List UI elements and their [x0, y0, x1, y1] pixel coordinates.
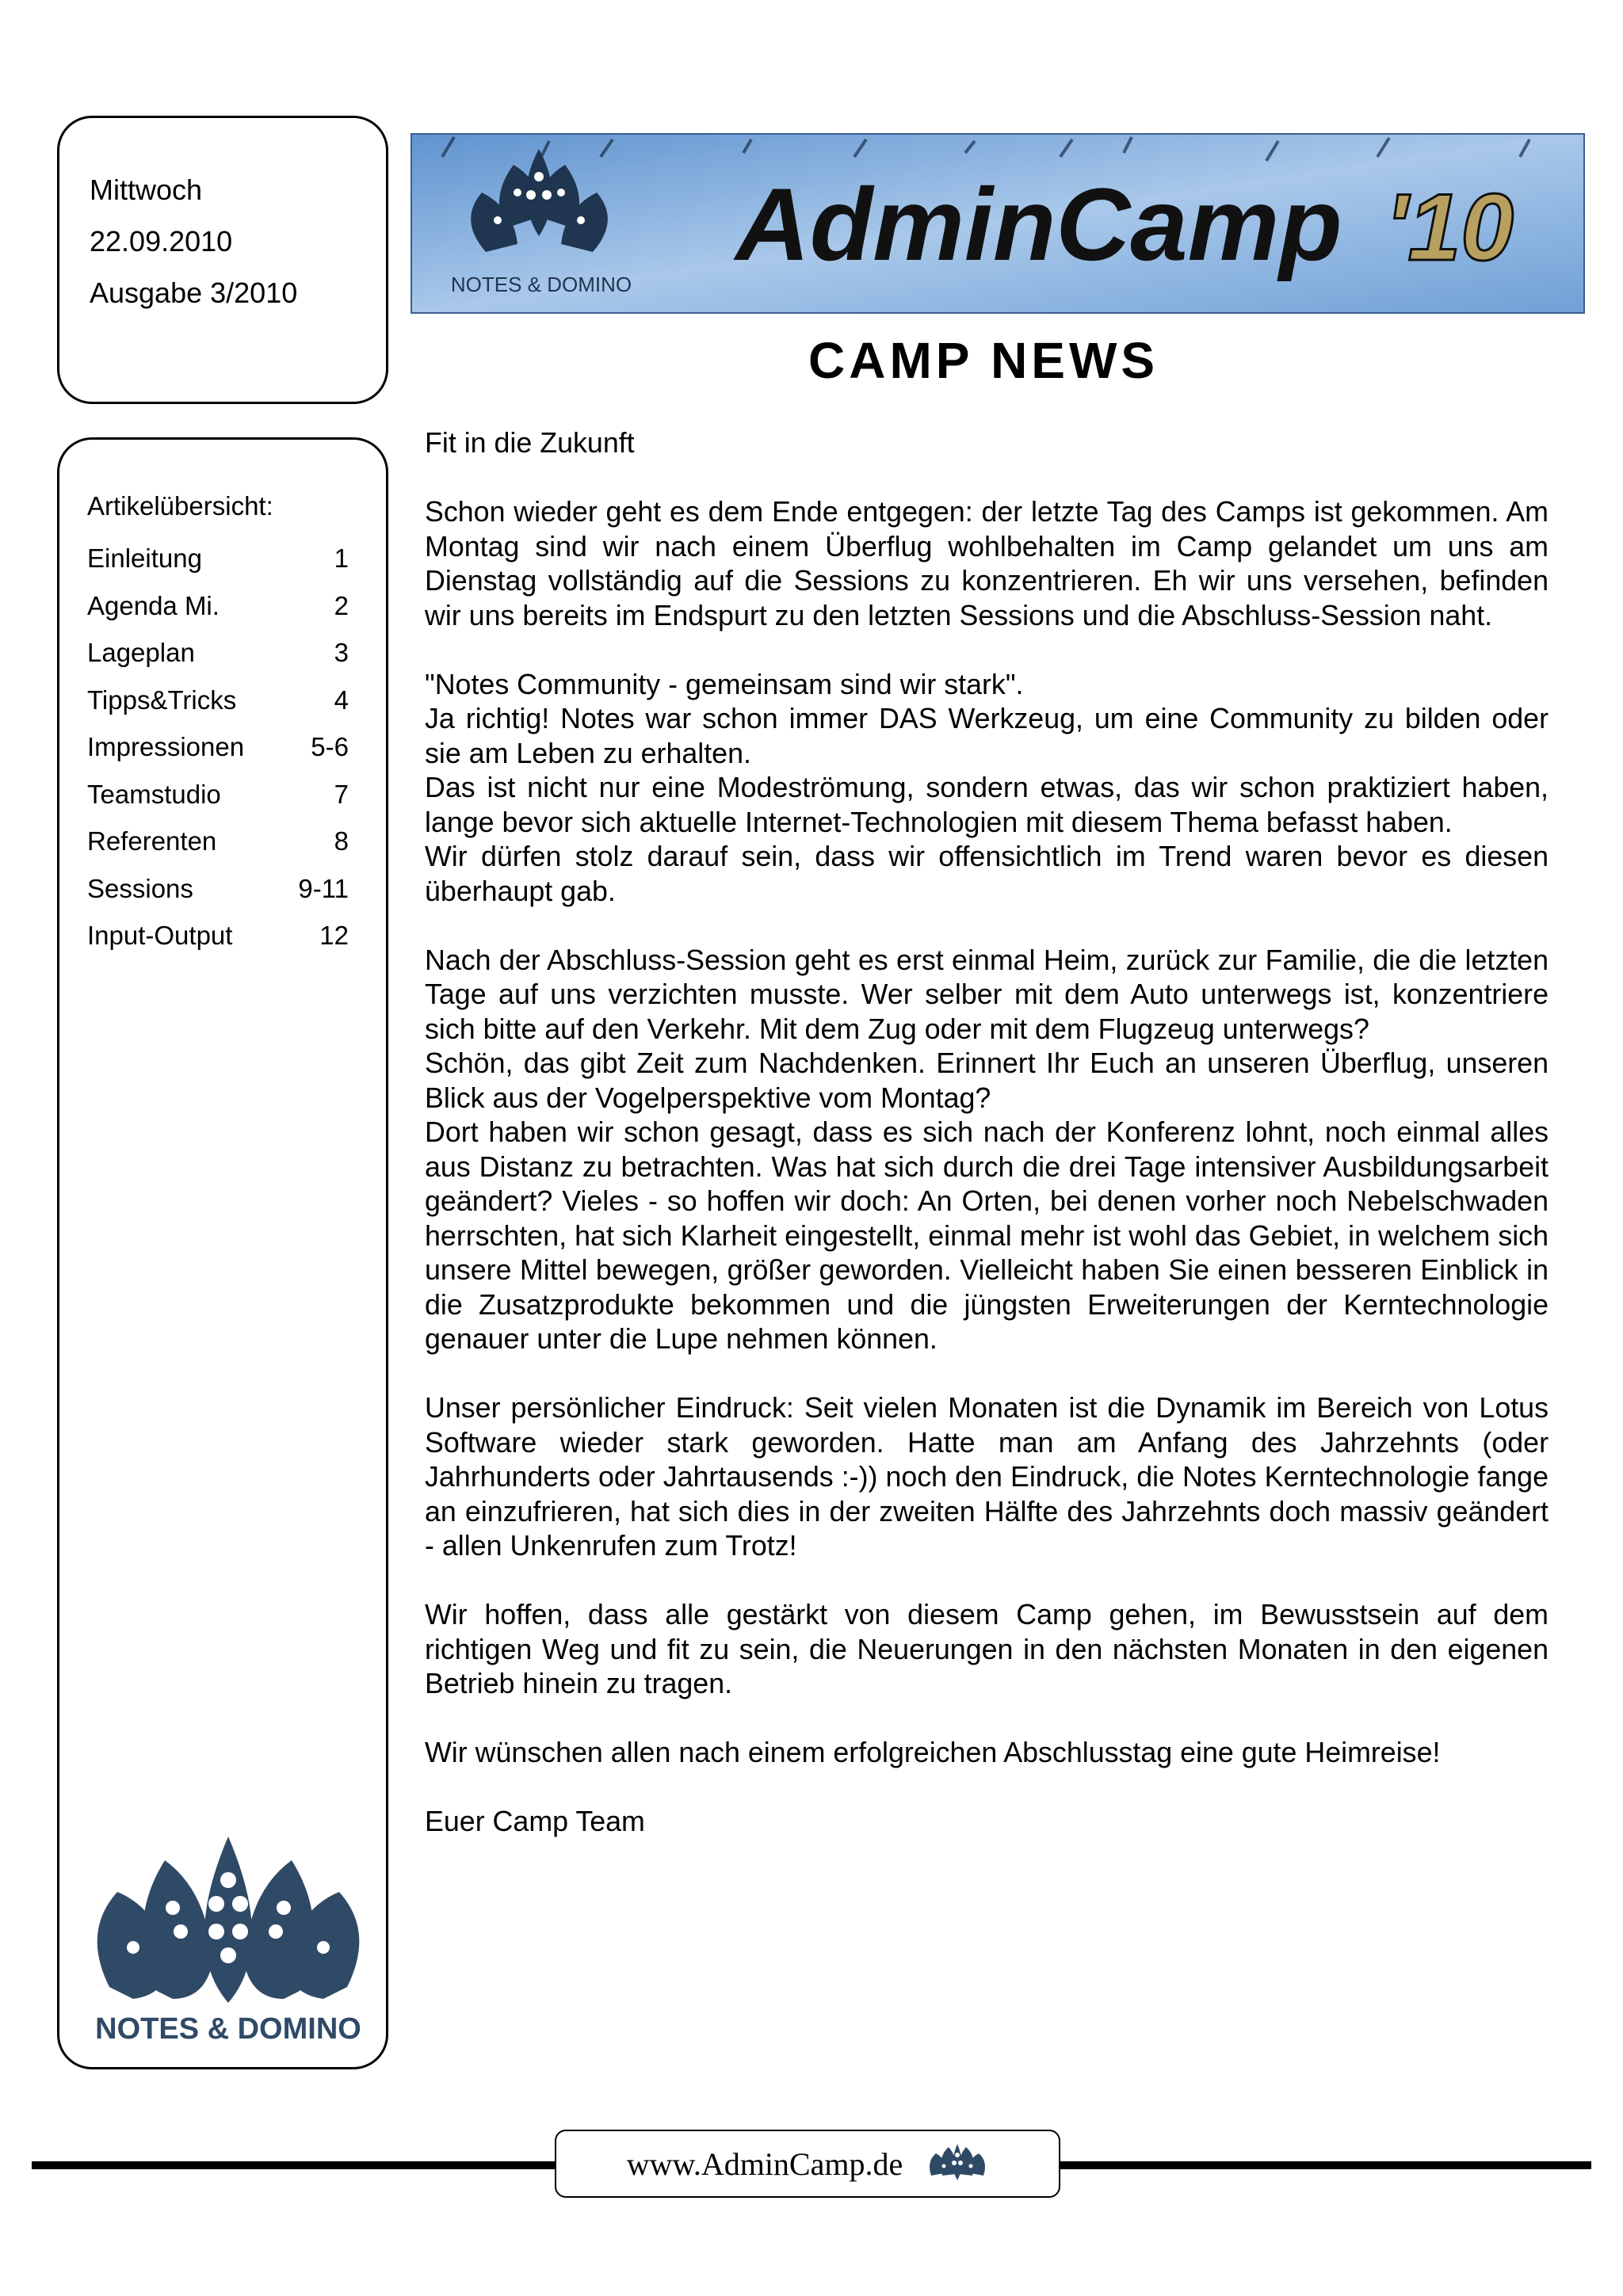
article: [425, 426, 1549, 1840]
article-text: Schon wieder geht es dem Ende entgegen: der letzte Tag des Camps ist gekommen. Am Montag sind wir nach einem Überflug wohlbehalten im Camp gelandet um uns am Dienstag vollständig auf die Sessions zu konzentrieren. Eh wir uns versehen, befinden wir uns bereits im Endspurt zu den letzten Sessions und die Abschluss-Session naht.: [425, 496, 1549, 631]
toc-item-page: 12: [319, 921, 349, 950]
toc-item[interactable]: [87, 723, 349, 771]
article-paragraph: [425, 495, 1549, 633]
admincamp-banner: [411, 133, 1585, 314]
article-text: Wir dürfen stolz darauf sein, dass wir offensichtlich im Trend waren bevor es diesen überhaupt gab.: [425, 841, 1549, 907]
banner-logo-text: NOTES & DOMINO: [450, 273, 632, 296]
toc-heading: Artikelübersicht:: [87, 491, 273, 521]
toc-item-label: Tipps&Tricks: [87, 685, 237, 715]
article-paragraph: [425, 668, 1549, 910]
banner-title: AdminCamp: [735, 166, 1342, 282]
toc-item[interactable]: [87, 818, 349, 865]
footer-box: [555, 2130, 1060, 2198]
issue-date: 22.09.2010: [90, 225, 233, 257]
article-paragraph: [425, 944, 1549, 1357]
toc-item-label: Input-Output: [87, 921, 233, 950]
weekday: Mittwoch: [90, 174, 203, 206]
page-title: CAMP NEWS: [808, 332, 1159, 389]
toc-item[interactable]: [87, 629, 349, 677]
article-text: Unser persönlicher Eindruck: Seit vielen Monaten ist die Dynamik im Bereich von Lotus Software wieder stark geworden. Hatte man am Anfang des Jahrzehnts (oder Jahrhunderts oder Jahrtausends :-)) noch den Eindruck, die Notes Kerntechnologie fange an einzufrieren, hat sich dies in der zweiten Hälfte des Jahrzehnts doch massiv geändert - allen Unkenrufen zum Trotz!: [425, 1392, 1549, 1562]
toc-item-label: Referenten: [87, 826, 217, 856]
article-paragraph: [425, 1736, 1549, 1771]
toc-item-page: 9-11: [298, 873, 349, 903]
article-title: Fit in die Zukunft: [425, 427, 635, 459]
toc-item-label: Agenda Mi.: [87, 590, 220, 620]
toc-item-label: Lageplan: [87, 638, 195, 667]
toc-item-page: 8: [334, 826, 349, 856]
notes-domino-logo: [86, 1836, 371, 2046]
article-text: "Notes Community - gemeinsam sind wir stark".: [425, 668, 1024, 700]
article-text: Dort haben wir schon gesagt, dass es sich nach der Konferenz lohnt, noch einmal alles aus Distanz zu betrachten. Was hat sich durch die drei Tage intensiver Ausbildungsarbeit geändert? Vieles - so hoffen wir doch: An Orten, bei denen vorher noch Nebelschwaden herrschten, hat sich Klarheit eingestellt, einmal mehr ist wohl das Gebiet, in welchem sich unsere Mittel bewegen, größer geworden. Vielleicht haben Sie einen besseren Einblick in die Zusatzprodukte bekommen und die jüngsten Erweiterungen der Kerntechnologie genauer unter die Lupe nehmen können.: [425, 1116, 1549, 1355]
article-text: Nach der Abschluss-Session geht es erst einmal Heim, zurück zur Familie, die die letzten Tage auf uns verzichten musste. Wer selber mit dem Auto unterwegs ist, konzentriere sich bitte auf den Verkehr. Mit dem Zug oder mit dem Flugzeug unterwegs?: [425, 944, 1549, 1045]
toc-item[interactable]: [87, 582, 349, 630]
article-text: Das ist nicht nur eine Modeströmung, sondern etwas, das wir schon praktiziert haben, lange bevor sich aktuelle Internet-Technologien mit diesem Thema befasst haben.: [425, 772, 1549, 838]
toc-item-page: 4: [334, 685, 349, 715]
article-text: Wir wünschen allen nach einem erfolgreichen Abschlusstag eine gute Heimreise!: [425, 1737, 1441, 1768]
article-text: Euer Camp Team: [425, 1806, 645, 1837]
article-paragraph: [425, 1391, 1549, 1564]
toc-item[interactable]: [87, 771, 349, 818]
article-paragraph: [425, 1805, 1549, 1840]
toc-item[interactable]: [87, 912, 349, 959]
toc-item-page: 7: [334, 779, 349, 809]
article-text: Schön, das gibt Zeit zum Nachdenken. Erinnert Ihr Euch an unseren Überflug, unseren Blick aus der Vogelperspektive vom Montag?: [425, 1047, 1549, 1114]
toc-item[interactable]: [87, 535, 349, 582]
toc-item-page: 3: [334, 638, 349, 667]
toc-item[interactable]: [87, 865, 349, 913]
article-text: Ja richtig! Notes war schon immer DAS Werkzeug, um eine Community zu bilden oder sie am Leben zu erhalten.: [425, 703, 1549, 769]
article-paragraph: [425, 1598, 1549, 1702]
toc-item-label: Einleitung: [87, 543, 202, 573]
toc-item-label: Impressionen: [87, 732, 245, 761]
date-box: [57, 116, 388, 404]
banner-year: '10: [1385, 174, 1514, 280]
issue-number: Ausgabe 3/2010: [90, 277, 298, 309]
toc-item-page: 5-6: [311, 732, 349, 761]
toc-item-label: Teamstudio: [87, 779, 221, 809]
petal-center: [204, 1836, 252, 2003]
article-body: [425, 495, 1549, 1840]
toc-item[interactable]: [87, 677, 349, 724]
footer-url[interactable]: www.AdminCamp.de: [626, 2145, 903, 2182]
toc-item-label: Sessions: [87, 873, 193, 903]
article-text: Wir hoffen, dass alle gestärkt von diesem Camp gehen, im Bewusstsein auf dem richtigen Weg und fit zu sein, die Neuerungen in den nächsten Monaten in den eigenen Betrieb hinein zu tragen.: [425, 1599, 1549, 1699]
toc-item-page: 1: [334, 543, 349, 573]
lotus-icon: [926, 2144, 988, 2183]
toc-list: [87, 535, 349, 959]
sidebar-logo-text: NOTES & DOMINO: [95, 2012, 361, 2046]
toc-item-page: 2: [334, 590, 349, 620]
